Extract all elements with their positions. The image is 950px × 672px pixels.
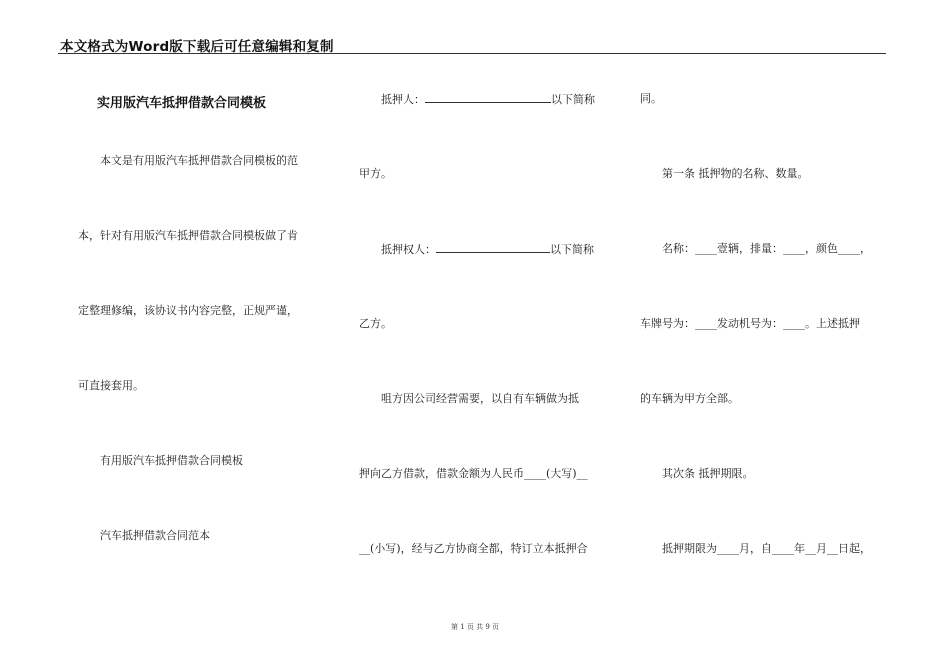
paragraph-line: 同。 [640, 92, 662, 105]
paragraph-line: 车牌号为：____发动机号为：____。上述抵押 [640, 317, 860, 330]
section-heading: 第一条 抵押物的名称、数量。 [662, 167, 809, 180]
document-title: 实用版汽车抵押借款合同模板 [97, 96, 267, 111]
paragraph-line: 乙方。 [359, 317, 392, 330]
paragraph-line: 甲方。 [359, 167, 392, 180]
paragraph-line: 的车辆为甲方全部。 [640, 392, 739, 405]
paragraph-line: 押向乙方借款，借款金额为人民币____(大写)__ [359, 467, 588, 480]
paragraph-line: 定整理修编，该协议书内容完整，正规严谨， [78, 304, 298, 317]
pledgor-label: 抵押人： [381, 93, 425, 106]
pledgor-suffix: 以下简称 [551, 93, 595, 106]
pledgee-label: 抵押权人： [381, 243, 436, 256]
pledgee-blank [436, 242, 550, 253]
paragraph-line: 名称：____壹辆，排量：____，颜色____， [662, 242, 871, 255]
document-header: 本文格式为Word版下载后可任意编辑和复制 [60, 39, 334, 55]
pledgee-suffix: 以下简称 [550, 243, 594, 256]
paragraph-line: 可直接套用。 [78, 379, 144, 392]
pledgor-blank [425, 92, 551, 103]
section-heading: 其次条 抵押期限。 [662, 467, 754, 480]
paragraph-line: 本文是有用版汽车抵押借款合同模板的范 [100, 154, 298, 167]
page-number: 第 1 页 共 9 页 [450, 623, 500, 631]
paragraph-line: 抵押期限为____月，自____年__月__日起， [662, 542, 871, 555]
paragraph-line: 汽车抵押借款合同范本 [100, 529, 210, 542]
paragraph-line: 有用版汽车抵押借款合同模板 [100, 454, 243, 467]
pledgor-line [381, 92, 595, 107]
pledgee-line [381, 242, 594, 257]
paragraph-line: 咀方因公司经营需要，以自有车辆做为抵 [381, 392, 579, 405]
paragraph-line: __(小写)，经与乙方协商全都，特订立本抵押合 [359, 542, 588, 555]
header-divider [58, 53, 886, 54]
paragraph-line: 本，针对有用版汽车抵押借款合同模板做了肯 [78, 229, 298, 242]
